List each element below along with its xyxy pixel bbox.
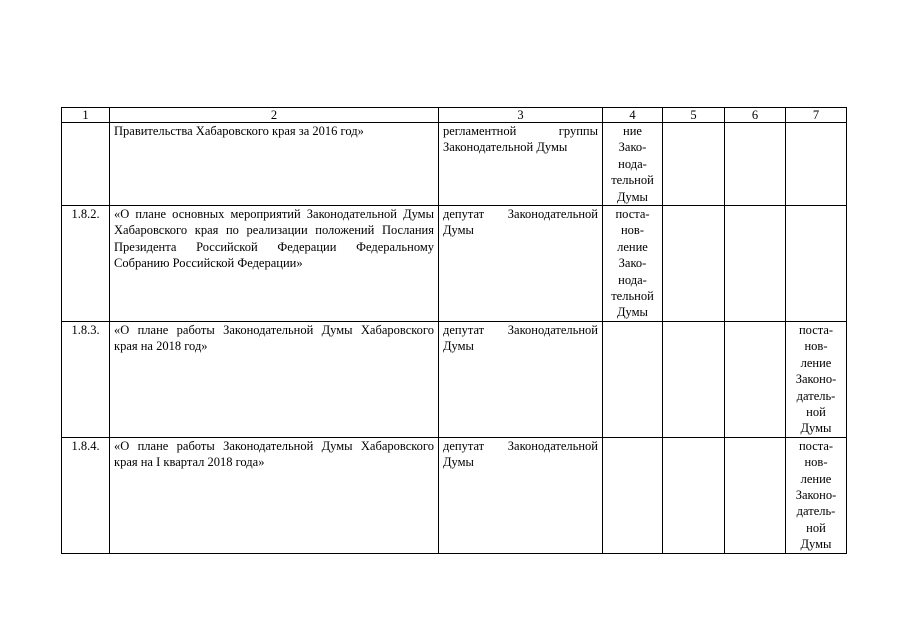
cell-col6 <box>725 321 786 437</box>
table-row <box>62 437 847 553</box>
row-number: 1.8.3. <box>62 321 110 437</box>
cell-col6 <box>725 206 786 322</box>
cell-col5 <box>663 206 725 322</box>
row-number: 1.8.2. <box>62 206 110 322</box>
responsible: регламентной группы Законодательной Думы <box>439 123 603 206</box>
document-form-col4: ние Зако- нода- тельной Думы <box>603 123 663 206</box>
table-row <box>62 123 847 206</box>
item-title: «О плане работы Законодательной Думы Хабаровского края на 2018 год» <box>110 321 439 437</box>
column-header-5: 5 <box>663 108 725 123</box>
column-header-1: 1 <box>62 108 110 123</box>
cell-col5 <box>663 437 725 553</box>
responsible: депутат Законодательной Думы <box>439 437 603 553</box>
responsible: депутат Законодательной Думы <box>439 206 603 322</box>
row-number <box>62 123 110 206</box>
column-header-3: 3 <box>439 108 603 123</box>
responsible: депутат Законодательной Думы <box>439 321 603 437</box>
document-form-col7 <box>786 206 847 322</box>
cell-col6 <box>725 437 786 553</box>
column-header-2: 2 <box>110 108 439 123</box>
document-form-col7: поста- нов- ление Законо- датель- ной Думы <box>786 321 847 437</box>
column-header-6: 6 <box>725 108 786 123</box>
cell-col6 <box>725 123 786 206</box>
plan-table <box>61 107 847 554</box>
document-form-col4 <box>603 321 663 437</box>
table-row <box>62 206 847 322</box>
cell-col5 <box>663 123 725 206</box>
document-form-col7: поста- нов- ление Законо- датель- ной Думы <box>786 437 847 553</box>
document-form-col4: поста- нов- ление Зако- нода- тельной Думы <box>603 206 663 322</box>
row-number: 1.8.4. <box>62 437 110 553</box>
column-header-7: 7 <box>786 108 847 123</box>
column-header-4: 4 <box>603 108 663 123</box>
document-form-col7 <box>786 123 847 206</box>
item-title: «О плане работы Законодательной Думы Хабаровского края на I квартал 2018 года» <box>110 437 439 553</box>
item-title: «О плане основных мероприятий Законодательной Думы Хабаровского края по реализации положений Послания Президента Российской Федерации Федеральному Собранию Российской Федерации» <box>110 206 439 322</box>
cell-col5 <box>663 321 725 437</box>
table-row <box>62 321 847 437</box>
document-form-col4 <box>603 437 663 553</box>
table-header-row <box>62 108 847 123</box>
item-title: Правительства Хабаровского края за 2016 год» <box>110 123 439 206</box>
